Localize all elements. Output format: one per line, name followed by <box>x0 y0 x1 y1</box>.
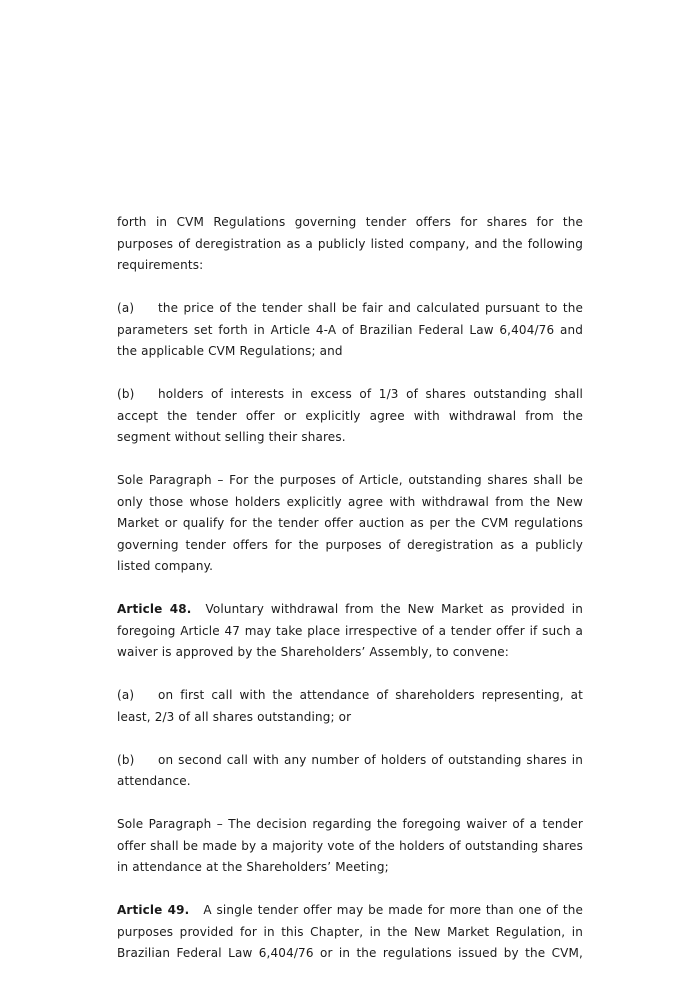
item-label: (b) <box>117 752 135 767</box>
paragraph-text: Sole Paragraph – For the purposes of Article, outstanding shares shall be only those whose holders explicitly agree with withdrawal from the New Market or qualify for the tender offer auction as per the CVM regulations governing tender offers for the purposes of deregistration as a publicly listed company. <box>117 473 583 573</box>
item-label: (a) <box>117 688 135 702</box>
paragraph-requirements-intro <box>117 212 583 277</box>
item-b-second-call <box>117 750 583 793</box>
item-a-first-call <box>117 685 583 728</box>
item-a-price <box>117 298 583 363</box>
paragraph-text: Sole Paragraph – The decision regarding the foregoing waiver of a tender offer shall be made by a majority vote of the holders of outstanding shares in attendance at the Shareholders’ Meeting; <box>117 817 583 874</box>
item-text: on first call with the attendance of shareholders representing, at least, 2/3 of all shares outstanding; or <box>117 688 583 724</box>
article-heading: Article 49. <box>117 903 190 917</box>
document-body <box>117 212 583 965</box>
item-text: on second call with any number of holders of outstanding shares in attendance. <box>117 752 583 788</box>
sole-paragraph-waiver <box>117 814 583 879</box>
item-label: (b) <box>117 387 135 401</box>
article-heading: Article 48. <box>117 602 192 616</box>
article-48 <box>117 599 583 664</box>
paragraph-text: forth in CVM Regulations governing tender offers for shares for the purposes of deregistration as a publicly listed company, and the following requirements: <box>117 215 583 272</box>
item-label: (a) <box>117 301 135 315</box>
item-b-holders <box>117 384 583 449</box>
item-text: the price of the tender shall be fair and calculated pursuant to the parameters set forth in Article 4-A of Brazilian Federal Law 6,404/76 and the applicable CVM Regulations; and <box>117 301 583 358</box>
article-49 <box>117 900 583 965</box>
article-text: A single tender offer may be made for more than one of the purposes provided for in this Chapter, in the New Market Regulation, in Brazilian Federal Law 6,404/76 or in the regulations issued by the CVM, <box>117 903 583 960</box>
sole-paragraph-outstanding-shares <box>117 470 583 578</box>
item-text: holders of interests in excess of 1/3 of shares outstanding shall accept the tender offer or explicitly agree with withdrawal from the segment without selling their shares. <box>117 387 583 444</box>
article-text: Voluntary withdrawal from the New Market as provided in foregoing Article 47 may take place irrespective of a tender offer if such a waiver is approved by the Shareholders’ Assembly, to convene: <box>117 602 583 659</box>
